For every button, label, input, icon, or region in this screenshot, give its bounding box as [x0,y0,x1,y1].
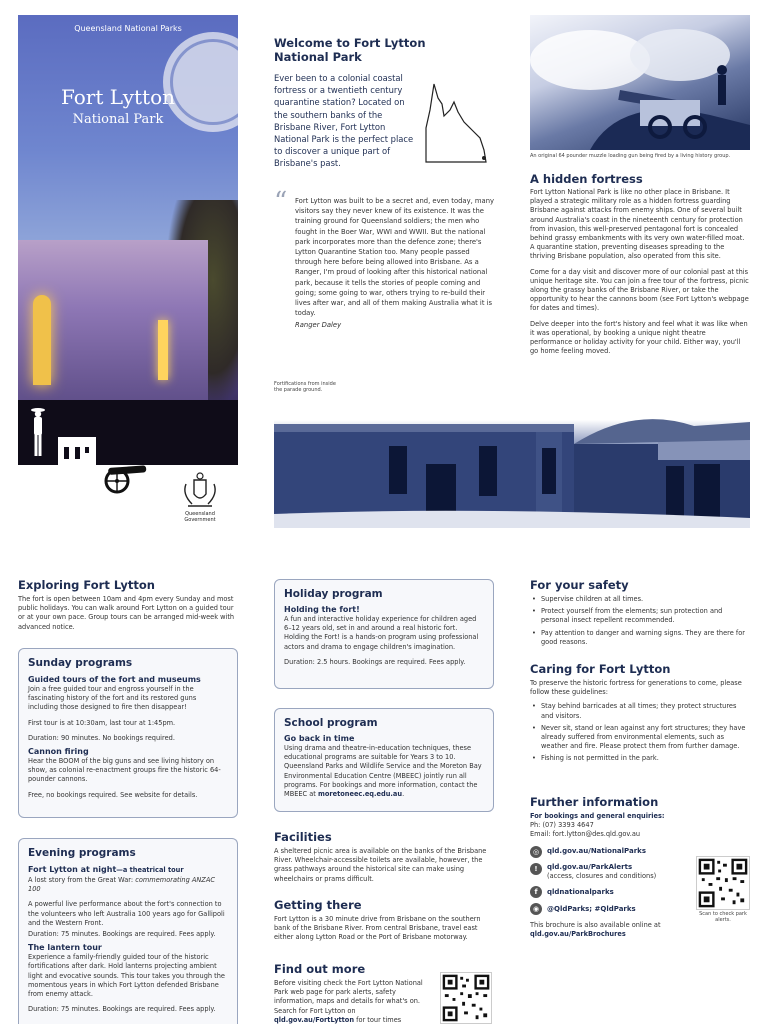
night-tour-text: A powerful live performance about the fort's connection to the volunteers who left Australia 100 years ago for Gallipoli and the Western Front. [28,900,225,927]
lantern-tour-duration: Duration: 75 minutes. Bookings are required. Fees apply. [28,1005,216,1014]
qr-caption: Scan to check park alerts. [699,911,747,923]
safety-section [530,578,750,650]
quote-mark-icon: “ [274,187,288,217]
ranger-quote [295,196,495,331]
alert-icon: ! [530,863,542,875]
facilities-heading: Facilities [274,830,332,844]
cover-panel [18,15,238,465]
mbeec-link[interactable]: moretoneec.eq.edu.au [317,790,403,799]
cannon-icon [100,462,150,494]
national-parks-link-row[interactable] [530,846,695,858]
safety-item: • Supervise children at all times. [530,595,750,604]
photo1-illustration [530,15,750,150]
evening-heading: Evening programs [28,847,136,859]
cannon-firing-text: Hear the BOOM of the big guns and see living history on show, as colonial re-enactment groups fire the historic 64-pounder cannons. [28,757,221,784]
caring-section [530,662,750,767]
guardhouse-silhouette [58,437,96,465]
cannon-firing-title: Cannon firing [28,747,89,757]
getting-there-heading: Getting there [274,898,362,912]
cannon-firing-photo [530,15,750,150]
park-brochures-link[interactable]: qld.gov.au/ParkBrochures [530,930,626,939]
photo2-caption-line1: Fortifications from inside [274,381,336,387]
park-alerts-link-row[interactable] [530,863,695,881]
hidden-fortress-p2: Come for a day visit and discover more of our colonial past at this unique heritage site. You can join a free tour of the fortress, picnic along the grassy banks of the Brisbane River, or take the opportunity to hear the cannons boom (see Fort Lytton's webpage for dates and times). [530,267,749,313]
fort-lytton-link[interactable]: qld.gov.au/FortLytton [274,1015,355,1024]
photo2-caption [274,381,394,393]
phone-number: Ph: (07) 3393 4647 [530,821,594,830]
find-out-more-body: Before visiting check the Fort Lytton National Park web page for park alerts, safety information, maps and details for what's on. Search for Fort Lytton on [274,979,423,1015]
welcome-intro: Ever been to a colonial coastal fortress or a twentieth century quarantine station? Located on the southern banks of the Brisbane River, Fort Lytton National Park is the perfect place to discover a unique part of Brisbane's past. [274,73,414,169]
holiday-duration: Duration: 2.5 hours. Bookings are required. Fees apply. [284,657,466,666]
night-tour-story-italic: commemorating ANZAC 100 [28,876,215,894]
qr-code-find-out-more[interactable] [440,972,492,1024]
cannon-firing-note: Free, no bookings required. See website for details. [28,790,198,799]
photo1-caption: An original 64 pounder muzzle loading gun being fired by a living history group. [530,153,731,159]
quote-text: Fort Lytton was built to be a secret and, even today, many visitors say they never knew of its existence. It was the training ground for Queensland soldiers; the men who fought in the Boer War, WWI and WWII. But the national park incorporates more than the defence zone; there's Lytton Quarantine Station too. Many people passed through here before being allowed into Brisbane. As a Ranger, I'm proud of looking after this historical national park, because it tells the stories of people coming and going; some going to war, others trying to re-build their lives after war, and all of them making Australia what it is today. [295,197,495,318]
caring-heading: Caring for Fort Lytton [530,662,671,676]
night-tour-duration: Duration: 75 minutes. Bookings are required. Fees apply. [28,930,216,939]
school-program-box [274,708,494,812]
facilities-section [274,830,494,884]
getting-there-text: Fort Lytton is a 30 minute drive from Brisbane on the southern bank of the Brisbane River. From central Brisbane, travel east either along Lytton Road or the Port of Brisbane motorway. [274,915,481,942]
find-out-more-section [274,962,436,1024]
gov-line2: Government [184,516,216,523]
national-parks-link[interactable]: qld.gov.au/NationalParks [547,847,646,856]
safety-heading: For your safety [530,578,629,592]
guided-tours-times: First tour is at 10:30am, last tour at 1:45pm. [28,718,176,727]
queensland-map-icon [420,80,492,170]
welcome-heading [274,36,444,64]
cover-fort-building [18,240,208,410]
queensland-government-logo [178,472,222,524]
guided-tours-title: Guided tours of the fort and museums [28,675,201,684]
photo2-illustration [274,396,750,528]
quote-author: Ranger Daley [295,321,342,330]
holiday-heading: Holiday program [284,588,383,600]
find-out-more-text [274,979,436,1024]
qr-code-park-alerts[interactable] [696,856,750,910]
school-sub: Go back in time [284,734,355,743]
park-alerts-link[interactable]: qld.gov.au/ParkAlerts [547,862,633,871]
hidden-fortress-heading: A hidden fortress [530,172,643,186]
holiday-sub: Holding the fort! [284,605,360,614]
further-heading: Further information [530,795,659,809]
sunday-programs-box [18,648,238,818]
caring-intro: To preserve the historic fortress for generations to come, please follow these guidelines: [530,679,742,697]
night-tour-story [28,876,228,894]
cover-title-line1: Fort Lytton [60,85,175,109]
exploring-heading: Exploring Fort Lytton [18,578,155,592]
guided-tours-duration: Duration: 90 minutes. No bookings required. [28,733,175,742]
holiday-program-box [274,579,494,689]
lantern-tour-text: Experience a family-friendly guided tour of the historic fortifications after dark. Hold lanterns projecting ambient light and evocative sounds. This tour takes you through the momentous years in which Fort Lytton defended Brisbane from enemy attack. [28,953,225,999]
park-alerts-text [547,863,656,881]
facebook-icon: f [530,886,542,898]
find-out-more-tail: for tour times [354,1015,402,1024]
gov-line1: Queensland [185,511,215,517]
facilities-text: A sheltered picnic area is available on the banks of the Brisbane River. Wheelchair-accessible toilets are available, however, the grass pathways around the historical site can make using wheelchairs or prams difficult. [274,847,487,883]
safety-item: • Pay attention to danger and warning signs. They are there for good reasons. [530,629,750,647]
exploring-text: The fort is open between 10am and 4pm every Sunday and most public holidays. You can walk around Fort Lytton on a guided tour or at your own pace. Group tours can be arranged mid-week with advanced notice. [18,595,235,631]
safety-list [530,595,750,647]
caring-item: • Never sit, stand or lean against any fort structures; they have already suffered from environmental elements, such as weather and fire. Please protect them from further damage. [530,724,750,752]
school-heading: School program [284,717,378,729]
photo2-caption-line2: the parade ground. [274,387,323,393]
fortifications-photo [274,396,750,528]
further-info-section [530,795,695,939]
welcome-section [274,36,444,170]
safety-item: • Protect yourself from the elements; sun protection and personal insect repellent recommended. [530,607,750,625]
caring-item: • Stay behind barricades at all times; they protect structures and visitors. [530,702,750,720]
guided-tours-text: Join a free guided tour and engross yourself in the fascinating history of the fort and its restored guns including those designed to fire then disappear! [28,685,197,712]
welcome-heading-line1: Welcome to Fort Lytton [274,36,426,50]
welcome-heading-line2: National Park [274,50,362,64]
sunday-heading: Sunday programs [28,657,133,669]
school-text-tail: . [402,790,405,799]
lantern-tour-title: The lantern tour [28,943,102,953]
facebook-link[interactable]: qldnationalparks [547,887,614,896]
instagram-link[interactable]: @QldParks; #QldParks [547,904,636,913]
park-alerts-sub: (access, closures and conditions) [547,871,657,880]
email-address[interactable]: Email: fort.lytton@des.qld.gov.au [530,830,641,839]
globe-icon: ◎ [530,846,542,858]
hidden-fortress-p1: Fort Lytton National Park is like no other place in Brisbane. It played a strategic military role as a hidden fortress guarding Brisbane against attacks from enemy ships. One of several built around Australia's coast in the nineteenth century for protection from invasion, this well-preserved pentagonal fort is concealed behind grassy embankments with its very own water-filled moat. A quarantine station, preventing diseases spreading to the thriving Brisbane population, also operated from this site. [530,188,745,261]
cover-ground [18,400,238,465]
holiday-text: A fun and interactive holiday experience for children aged 6–12 years old, set in and around a real historic fort. Holding the Fort! is a hands-on program using professional actors and drama to engage children's imagination. [284,615,479,651]
caring-item: • Fishing is not permitted in the park. [530,754,750,763]
night-tour-title-main: Fort Lytton at night [28,865,117,874]
online-prefix: This brochure is also available online at [530,921,661,930]
soldier-silhouette-icon [30,407,46,457]
facebook-link-row[interactable] [530,886,695,898]
brand-name: Queensland National Parks [74,24,182,33]
find-out-more-heading: Find out more [274,962,366,976]
exploring-section [18,578,240,632]
bookings-label: For bookings and general enquiries: [530,812,665,820]
school-text [284,744,484,799]
hidden-fortress-p3: Delve deeper into the fort's history and feel what it was like when it was operational, by booking a unique night theatre performance or holiday activity for your child. Either way, you'll go home feeling moved. [530,319,748,356]
instagram-icon: ◉ [530,903,542,915]
school-text-body: Using drama and theatre-in-education techniques, these educational programs are suitable for Years 3 to 10. Queensland Parks and Wildlife Service and the Moreton Bay Environmental Education Centre (MBEEC) jointly run all programs. For bookings and more information, contact the MBEEC at [284,744,482,799]
getting-there-section [274,898,494,943]
cover-title-line2: National Park [72,112,164,127]
caring-list [530,702,750,763]
evening-programs-box [18,838,238,1024]
night-tour-story-prefix: A lost story from the Great War: [28,876,136,884]
cover-title [18,85,218,129]
coat-of-arms-icon [180,472,220,508]
hidden-fortress-section [530,172,750,356]
night-tour-title [28,864,228,876]
online-availability [530,921,695,939]
instagram-link-row[interactable] [530,903,695,915]
night-tour-title-suffix: —a theatrical tour [116,866,184,874]
